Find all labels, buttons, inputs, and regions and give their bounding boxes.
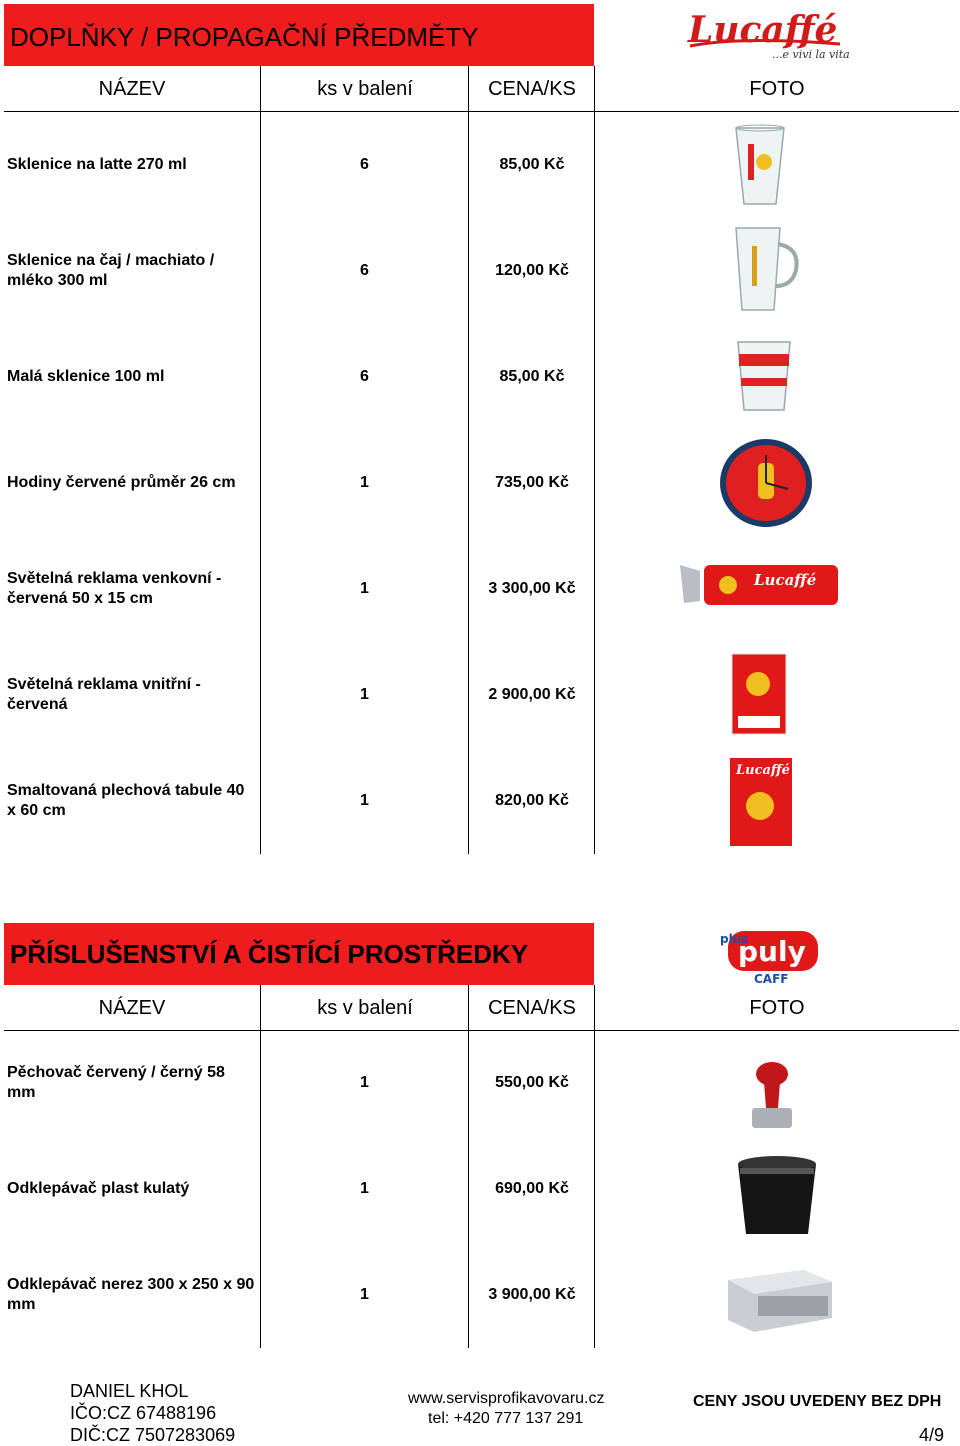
product-qty: 1: [360, 1180, 369, 1197]
svg-text:Lucaffé: Lucaffé: [736, 763, 790, 778]
product-price: 690,00 Kč: [495, 1180, 569, 1197]
product-qty: 1: [360, 580, 369, 597]
product-price: 550,00 Kč: [495, 1074, 569, 1091]
product-name: Malá sklenice 100 ml: [7, 368, 165, 385]
footer-phone: tel: +420 777 137 291: [428, 1410, 584, 1427]
product-name: Odklepávač nerez 300 x 250 x 90 mm: [7, 1276, 255, 1313]
product-qty: 1: [360, 1074, 369, 1091]
product-price: 735,00 Kč: [495, 474, 569, 491]
small-glass-photo: [734, 338, 794, 419]
column-divider: [260, 66, 261, 854]
product-price: 820,00 Kč: [495, 792, 569, 809]
column-divider: [468, 66, 469, 854]
puly-caff-logo: [718, 923, 822, 985]
header-photo: FOTO: [749, 997, 805, 1019]
header-name: NÁZEV: [98, 78, 166, 100]
header-name: NÁZEV: [98, 997, 166, 1019]
svg-text:Lucaffé: Lucaffé: [754, 571, 817, 589]
puly-logo-text: puly: [738, 935, 806, 968]
footer-note: CENY JSOU UVEDENY BEZ DPH: [693, 1393, 942, 1410]
header-price: CENA/KS: [488, 78, 576, 100]
product-price: 120,00 Kč: [495, 262, 569, 279]
page-number: 4/9: [919, 1425, 945, 1445]
lucaffe-logo: [680, 6, 880, 66]
knock-box-photo: [730, 1150, 824, 1243]
footer-website[interactable]: www.servisprofikavovaru.cz: [408, 1390, 605, 1407]
product-name: Pěchovač červený / černý 58 mm: [7, 1064, 225, 1101]
product-qty: 6: [360, 368, 369, 385]
product-qty: 6: [360, 262, 369, 279]
product-price: 2 900,00 Kč: [488, 686, 576, 703]
product-price: 3 300,00 Kč: [488, 580, 576, 597]
header-photo: FOTO: [749, 78, 805, 100]
section-title: DOPLŇKY / PROPAGAČNÍ PŘEDMĚTY: [10, 22, 479, 52]
indoor-sign-photo: [728, 652, 792, 741]
section-title: PŘÍSLUŠENSTVÍ A ČISTÍCÍ PROSTŘEDKY: [10, 939, 529, 969]
product-qty: 1: [360, 792, 369, 809]
product-qty: 6: [360, 156, 369, 173]
product-price: 85,00 Kč: [499, 156, 565, 173]
header-qty: ks v balení: [317, 78, 413, 100]
product-name: Odklepávač plast kulatý: [7, 1180, 190, 1197]
header-qty: ks v balení: [317, 997, 413, 1019]
header-price: CENA/KS: [488, 997, 576, 1019]
header-divider: [4, 1030, 959, 1031]
tea-glass-photo: [732, 224, 804, 321]
product-name: Sklenice na čaj / machiato / mléko 300 ml: [7, 252, 215, 289]
product-name: Sklenice na latte 270 ml: [7, 156, 187, 173]
section-title-bar: [4, 923, 594, 985]
outdoor-sign-photo: [680, 563, 840, 612]
footer-ico: IČO:CZ 67488196: [70, 1403, 217, 1423]
clock-photo: [718, 437, 814, 534]
section-title-bar: [4, 4, 594, 66]
product-qty: 1: [360, 1286, 369, 1303]
column-divider: [260, 985, 261, 1348]
footer-company: DANIEL KHOL: [70, 1381, 189, 1401]
footer-dic: DIČ:CZ 7507283069: [70, 1425, 236, 1445]
product-price: 85,00 Kč: [499, 368, 565, 385]
product-name: Hodiny červené průměr 26 cm: [7, 474, 236, 491]
header-divider: [4, 111, 959, 112]
product-name: Světelná reklama venkovní - červená 50 x 15 cm: [7, 570, 222, 607]
tamper-photo: [742, 1060, 802, 1139]
product-price: 3 900,00 Kč: [488, 1286, 576, 1303]
lucaffe-logo-tagline: ...e vivi la vita: [772, 48, 850, 61]
column-divider: [594, 66, 595, 854]
knock-drawer-photo: [724, 1268, 836, 1341]
caff-logo-text: CAFF: [754, 972, 789, 985]
latte-glass-photo: [730, 124, 790, 215]
lucaffe-logo-text: Lucaffé: [688, 9, 838, 51]
product-qty: 1: [360, 686, 369, 703]
enamel-board-photo: [728, 756, 794, 853]
plus-logo-text: plus: [720, 932, 749, 946]
product-name: Světelná reklama vnitřní - červená: [7, 676, 201, 713]
product-qty: 1: [360, 474, 369, 491]
product-name: Smaltovaná plechová tabule 40 x 60 cm: [7, 782, 245, 819]
